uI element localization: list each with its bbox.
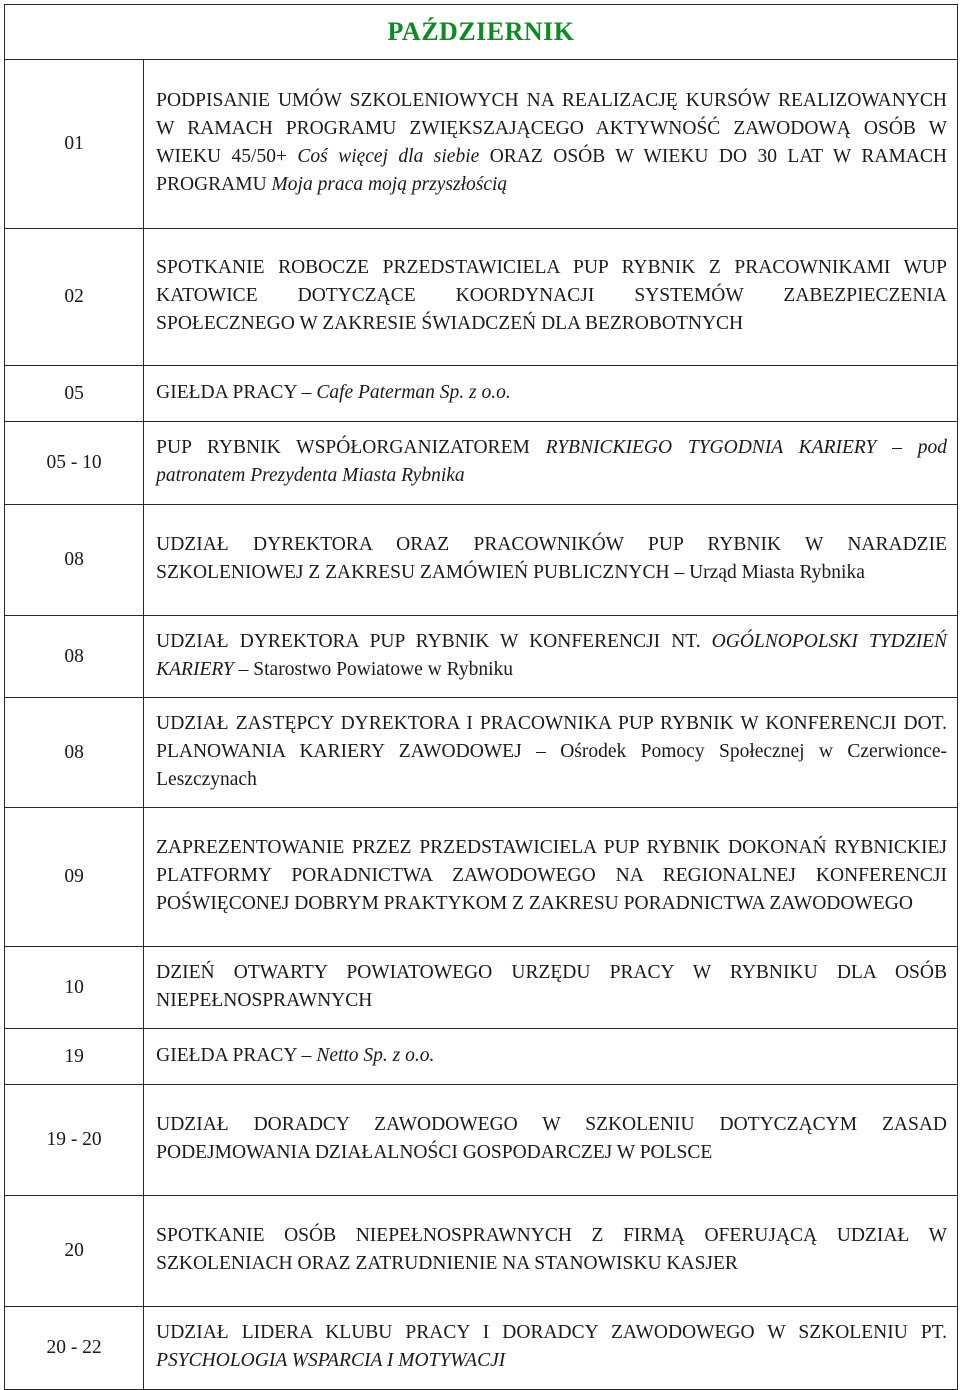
event-date: 10: [5, 947, 144, 1029]
event-description-text: ZAPREZENTOWANIE PRZEZ PRZEDSTAWICIELA PUP RYBNIK DOKONAŃ RYBNICKIEJ PLATFORMY PORADNICTWA ZAWODOWEGO NA REGIONALNEJ KONFERENCJI POŚWIĘCONEJ DOBRYM PRAKTYKOM Z ZAKRESU PORADNICTWA ZAWODOWEGO: [156, 837, 947, 914]
event-description: [144, 1085, 958, 1196]
event-row: [5, 60, 958, 229]
event-date: 08: [5, 505, 144, 616]
event-description-italic: Netto Sp. z o.o.: [316, 1044, 435, 1066]
event-description: [144, 1307, 958, 1390]
event-description-text: PUP RYBNIK WSPÓŁORGANIZATOREM: [156, 437, 546, 458]
event-description-text: ORAZ OSÓB W WIEKU DO 30 LAT W RAMACH PROGRAMU: [156, 146, 947, 195]
event-description-italic: Coś więcej dla siebie: [297, 146, 480, 167]
event-description-text: PODPISANIE UMÓW SZKOLENIOWYCH NA REALIZACJĘ KURSÓW REALIZOWANYCH W RAMACH PROGRAMU ZWIĘKSZAJĄCEGO AKTYWNOŚĆ ZAWODOWĄ OSÓB W WIEKU 45/50+: [156, 90, 947, 167]
event-row: [5, 366, 958, 422]
event-description: [144, 422, 958, 505]
month-title-row: [5, 5, 958, 60]
event-date: 09: [5, 808, 144, 947]
event-description-text: SPOTKANIE OSÓB NIEPEŁNOSPRAWNYCH Z FIRMĄ OFERUJĄCĄ UDZIAŁ W SZKOLENIACH ORAZ ZATRUDNIENIE NA STANOWISKU KASJER: [156, 1225, 947, 1274]
event-row: [5, 947, 958, 1029]
event-description: [144, 229, 958, 366]
event-description: [144, 698, 958, 808]
event-description-text: UDZIAŁ DYREKTORA ORAZ PRACOWNIKÓW PUP RYBNIK W NARADZIE SZKOLENIOWEJ Z ZAKRESU ZAMÓWIEŃ PUBLICZNYCH – Urząd Miasta Rybnika: [156, 534, 947, 583]
event-date: 01: [5, 60, 144, 229]
event-description-text: GIEŁDA PRACY –: [156, 381, 317, 403]
event-description-text: UDZIAŁ DORADCY ZAWODOWEGO W SZKOLENIU DOTYCZĄCYM ZASAD PODEJMOWANIA DZIAŁALNOŚCI GOSPODARCZEJ W POLSCE: [156, 1114, 947, 1163]
event-date: 05 - 10: [5, 422, 144, 505]
event-date: 19 - 20: [5, 1085, 144, 1196]
event-description: [144, 505, 958, 616]
event-row: [5, 1029, 958, 1085]
event-description-italic: Moja praca moją przyszłością: [271, 174, 508, 195]
event-description: [144, 808, 958, 947]
month-title: PAŹDZIERNIK: [5, 5, 958, 60]
event-date: 02: [5, 229, 144, 366]
event-description-text: UDZIAŁ LIDERA KLUBU PRACY I DORADCY ZAWODOWEGO W SZKOLENIU PT.: [156, 1322, 947, 1343]
event-description-italic: RYBNICKIEGO TYGODNIA KARIERY – pod patronatem Prezydenta Miasta Rybnika: [156, 437, 947, 486]
event-description-text: DZIEŃ OTWARTY POWIATOWEGO URZĘDU PRACY W RYBNIKU DLA OSÓB NIEPEŁNOSPRAWNYCH: [156, 961, 947, 1011]
event-row: [5, 505, 958, 616]
event-description: [144, 366, 958, 422]
event-description: [144, 1196, 958, 1307]
event-row: [5, 808, 958, 947]
event-date: 19: [5, 1029, 144, 1085]
event-row: [5, 422, 958, 505]
event-date: 08: [5, 698, 144, 808]
event-description-text: – Starostwo Powiatowe w Rybniku: [233, 658, 514, 680]
events-table: [4, 4, 958, 1390]
event-description-text: UDZIAŁ ZASTĘPCY DYREKTORA I PRACOWNIKA PUP RYBNIK W KONFERENCJI DOT. PLANOWANIA KARIERY ZAWODOWEJ – Ośrodek Pomocy Społecznej w Czerwionce-Leszczynach: [156, 712, 947, 790]
events-table-body: [5, 5, 958, 1390]
event-description-text: GIEŁDA PRACY –: [156, 1044, 317, 1066]
event-row: [5, 616, 958, 698]
event-row: [5, 698, 958, 808]
event-description: [144, 947, 958, 1029]
event-date: 20: [5, 1196, 144, 1307]
event-description: [144, 616, 958, 698]
event-row: [5, 229, 958, 366]
event-row: [5, 1196, 958, 1307]
event-date: 08: [5, 616, 144, 698]
event-description-text: UDZIAŁ DYREKTORA PUP RYBNIK W KONFERENCJI NT.: [156, 630, 712, 652]
event-row: [5, 1307, 958, 1390]
event-description: [144, 60, 958, 229]
event-row: [5, 1085, 958, 1196]
event-description: [144, 1029, 958, 1085]
event-date: 05: [5, 366, 144, 422]
event-date: 20 - 22: [5, 1307, 144, 1390]
event-description-italic: OGÓLNOPOLSKI TYDZIEŃ KARIERY: [156, 630, 947, 680]
event-description-text: SPOTKANIE ROBOCZE PRZEDSTAWICIELA PUP RYBNIK Z PRACOWNIKAMI WUP KATOWICE DOTYCZĄCE KOORDYNACJI SYSTEMÓW ZABEZPIECZENIA SPOŁECZNEGO W ZAKRESIE ŚWIADCZEŃ DLA BEZROBOTNYCH: [156, 257, 947, 334]
event-description-italic: Cafe Paterman Sp. z o.o.: [316, 381, 511, 403]
event-description-italic: PSYCHOLOGIA WSPARCIA I MOTYWACJI: [156, 1350, 506, 1371]
